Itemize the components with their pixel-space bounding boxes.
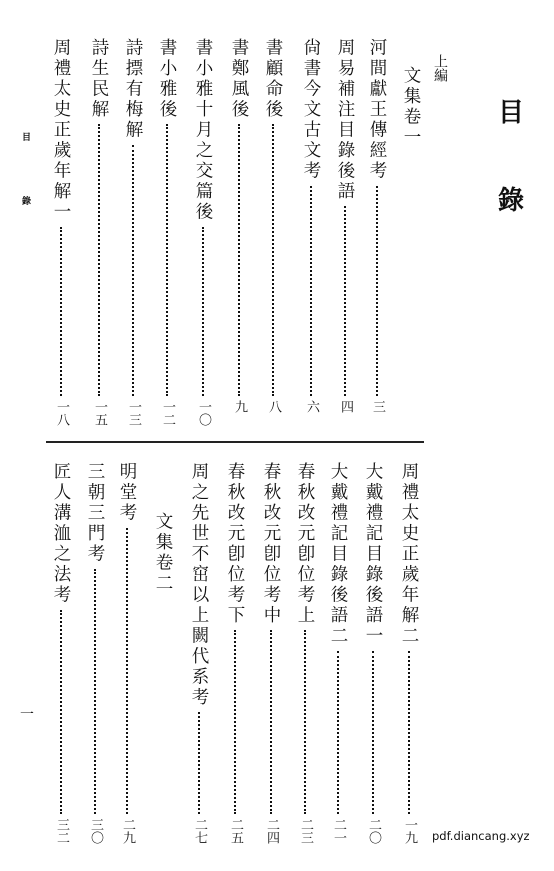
toc-leader-dots [376, 186, 378, 397]
toc-entry-title: 春秋改元卽位考上 [295, 462, 315, 626]
lower-toc-entry [398, 462, 420, 844]
upper-toc-entry [192, 38, 214, 426]
lower-toc-entry [362, 462, 384, 844]
toc-leader-dots [60, 227, 62, 397]
lower-toc-entry [327, 462, 349, 844]
toc-entry-title: 大戴禮記目錄後語一 [363, 462, 383, 647]
section-divider [46, 441, 424, 443]
toc-entry-page: 四 [338, 400, 353, 413]
toc-leader-dots [202, 227, 204, 397]
toc-leader-dots [198, 712, 200, 814]
toc-entry-title: 周禮太史正歲年解一 [51, 38, 71, 223]
page-title-char-1: 目 [498, 98, 525, 128]
toc-leader-dots [304, 630, 306, 814]
upper-toc-entry [50, 38, 72, 426]
toc-entry-title: 書鄭風後 [229, 38, 249, 120]
margin-label-char-1: 目 [22, 133, 32, 143]
lower-heading: 文集卷二 [153, 512, 173, 594]
toc-entry-title: 大戴禮記目錄後語二 [328, 462, 348, 647]
lower-toc-entry [294, 462, 316, 844]
toc-entry-page: 二〇 [366, 818, 381, 844]
toc-entry-page: 一〇 [196, 400, 211, 426]
upper-toc-entry [228, 38, 250, 426]
upper-heading: 文集卷一 [401, 66, 421, 148]
toc-leader-dots [126, 528, 128, 815]
toc-leader-dots [60, 610, 62, 815]
lower-toc-entry [260, 462, 282, 844]
lower-toc-entry [224, 462, 246, 844]
toc-entry-title: 周禮太史正歲年解二 [399, 462, 419, 647]
toc-leader-dots [270, 630, 272, 814]
toc-entry-page: 二一 [331, 818, 346, 844]
toc-entry-page: 二三 [298, 818, 313, 844]
toc-entry-page: 一五 [92, 400, 107, 426]
toc-entry-page: 二七 [192, 818, 207, 844]
upper-toc-entry [366, 38, 388, 426]
upper-toc-entry [300, 38, 322, 426]
toc-entry-title: 書小雅後 [157, 38, 177, 120]
toc-entry-title: 詩摽有梅解 [123, 38, 143, 141]
toc-entry-title: 書小雅十月之交篇後 [193, 38, 213, 223]
toc-entry-page: 一三 [126, 400, 141, 426]
toc-leader-dots [98, 124, 100, 396]
lower-toc-entry [188, 462, 210, 844]
toc-entry-title: 三朝三門考 [85, 462, 105, 565]
toc-entry-page: 三二 [54, 818, 69, 844]
upper-toc-entry [334, 38, 356, 426]
part-label: 上編 [432, 54, 448, 82]
toc-leader-dots [344, 206, 346, 396]
toc-entry-title: 河間獻王傳經考 [367, 38, 387, 182]
watermark: pdf.diancang.xyz [432, 829, 530, 843]
upper-toc-entry [122, 38, 144, 426]
lower-toc-entry [50, 462, 72, 844]
toc-leader-dots [408, 651, 410, 815]
toc-leader-dots [166, 124, 168, 396]
toc-entry-page: 三〇 [88, 818, 103, 844]
toc-entry-title: 明堂考 [117, 462, 137, 524]
folio-number: 一 [20, 707, 34, 723]
toc-entry-title: 詩生民解 [89, 38, 109, 120]
toc-entry-page: 六 [304, 400, 319, 413]
toc-leader-dots [272, 124, 274, 396]
toc-entry-page: 三 [370, 400, 385, 413]
margin-label-char-2: 錄 [22, 197, 32, 207]
toc-leader-dots [337, 651, 339, 815]
toc-leader-dots [310, 186, 312, 397]
toc-entry-title: 尙書今文古文考 [301, 38, 321, 182]
toc-leader-dots [234, 630, 236, 814]
toc-entry-page: 一八 [54, 400, 69, 426]
upper-toc-entry [156, 38, 178, 426]
upper-toc-entry [88, 38, 110, 426]
toc-leader-dots [94, 569, 96, 815]
toc-entry-page: 二九 [120, 818, 135, 844]
toc-entry-title: 春秋改元卽位考中 [261, 462, 281, 626]
toc-entry-page: 一二 [160, 400, 175, 426]
toc-entry-title: 春秋改元卽位考下 [225, 462, 245, 626]
toc-entry-page: 九 [232, 400, 247, 413]
toc-entry-page: 一九 [402, 818, 417, 844]
toc-entry-title: 匠人溝洫之法考 [51, 462, 71, 606]
toc-leader-dots [372, 651, 374, 815]
upper-toc-entry [262, 38, 284, 426]
toc-entry-page: 八 [266, 400, 281, 413]
toc-entry-page: 二五 [228, 818, 243, 844]
toc-entry-page: 二四 [264, 818, 279, 844]
toc-leader-dots [132, 145, 134, 397]
page-title-char-2: 錄 [498, 186, 525, 216]
toc-leader-dots [238, 124, 240, 396]
toc-entry-title: 書顧命後 [263, 38, 283, 120]
toc-entry-title: 周之先世不窋以上闕代系考 [189, 462, 209, 708]
lower-toc-entry [84, 462, 106, 844]
toc-entry-title: 周易補注目錄後語 [335, 38, 355, 202]
lower-toc-entry [116, 462, 138, 844]
